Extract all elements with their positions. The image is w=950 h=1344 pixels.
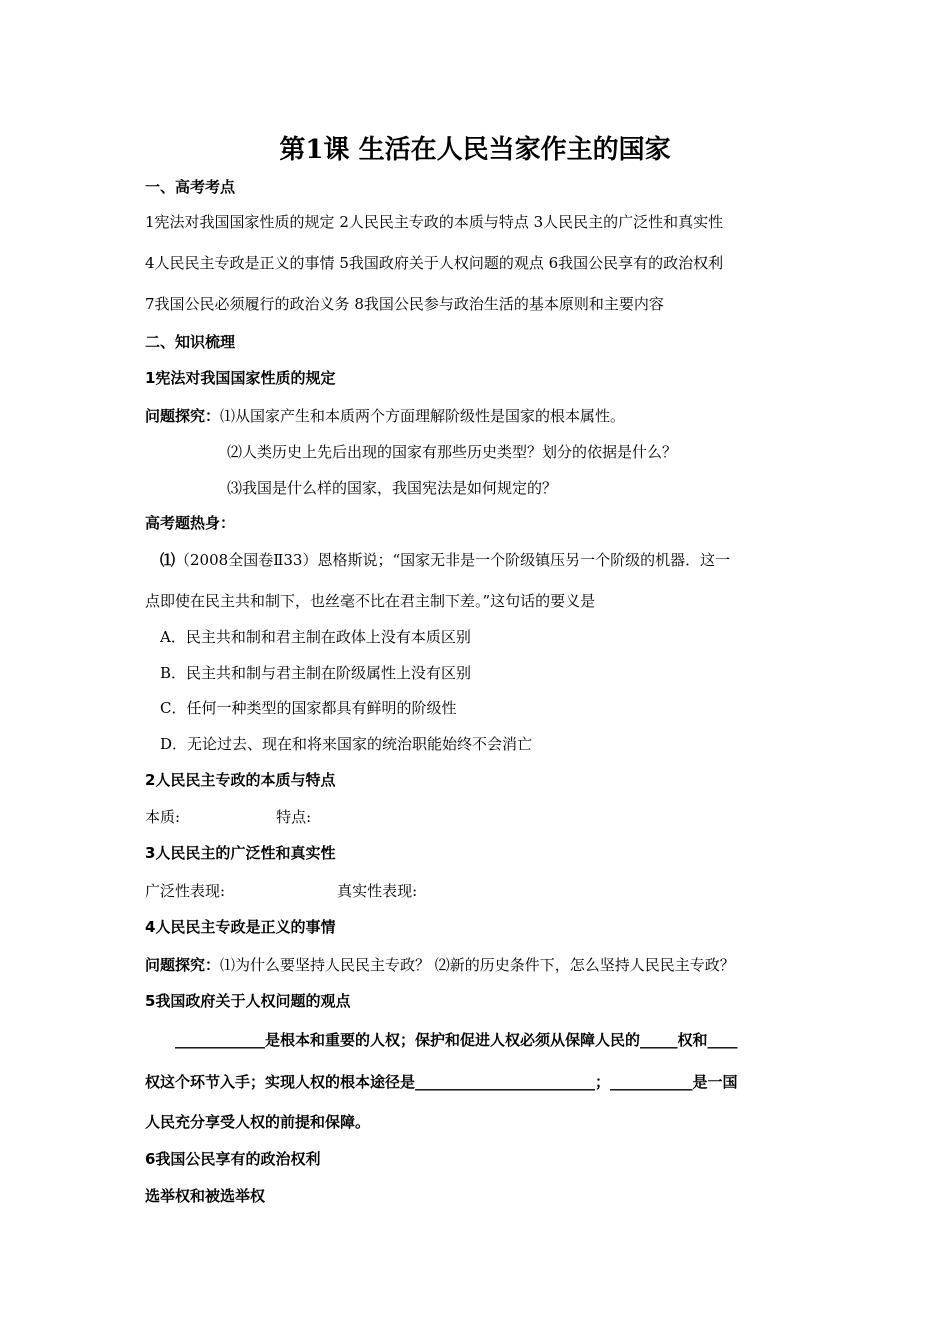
topic-3-heading: 3人民民主的广泛性和真实性	[145, 844, 336, 862]
hot-exam-text-1: （2008全国卷Ⅱ33）恩格斯说；“国家无非是一个阶级镇压另一个阶级的机器．这一	[175, 551, 731, 569]
exam-points-line-3: 7我国公民必须履行的政治义务 8我国公民参与政治生活的基本原则和主要内容	[145, 295, 664, 313]
real-label: 真实性表现:	[337, 882, 418, 900]
explore-label-2: 问题探究：	[145, 956, 221, 974]
feature-label: 特点:	[276, 808, 312, 826]
topic-5-line-3: 人民充分享受人权的前提和保障。	[145, 1113, 371, 1131]
option-d: D．无论过去、现在和将来国家的统治职能始终不会消亡	[160, 735, 533, 753]
topic-2-heading: 2人民民主专政的本质与特点	[145, 771, 336, 789]
topic-6-sub: 选举权和被选举权	[145, 1187, 266, 1205]
topic-5-line-1: ____________是根本和重要的人权；保护和促进人权必须从保障人民的_____权和____	[175, 1031, 738, 1049]
section-heading-knowledge: 二、知识梳理	[145, 333, 236, 351]
topic-5-line-2: 权这个环节入手；实现人权的根本途径是________________________；___________是一国	[145, 1073, 738, 1091]
hot-exam-number: ⑴	[160, 551, 176, 569]
option-c: C．任何一种类型的国家都具有鲜明的阶级性	[160, 699, 457, 717]
hot-exam-label: 高考题热身：	[145, 514, 236, 532]
topic-4-explore	[145, 955, 815, 975]
topic-4-heading: 4人民民主专政是正义的事情	[145, 918, 336, 936]
topic-1-heading: 1宪法对我国国家性质的规定	[145, 369, 336, 387]
option-a: A．民主共和制和君主制在政体上没有本质区别	[160, 628, 471, 646]
option-b: B．民主共和制与君主制在阶级属性上没有区别	[160, 664, 472, 682]
topic-4-questions: ⑴为什么要坚持人民民主专政？ ⑵新的历史条件下，怎么坚持人民民主专政？	[220, 956, 735, 974]
topic-6-heading: 6我国公民享有的政治权利	[145, 1150, 321, 1168]
topic-2-labels	[145, 807, 815, 827]
exam-points-line-2: 4人民民主专政是正义的事情 5我国政府关于人权问题的观点 6我国公民享有的政治权利	[145, 254, 724, 272]
hot-exam-line-1	[160, 550, 820, 570]
explore-question-1: ⑴从国家产生和本质两个方面理解阶级性是国家的根本属性。	[220, 407, 626, 425]
hot-exam-line-2: 点即使在民主共和制下，也丝毫不比在君主制下差。”这句话的要义是	[145, 592, 596, 610]
explore-label: 问题探究：	[145, 407, 221, 425]
topic-5-heading: 5我国政府关于人权问题的观点	[145, 992, 351, 1010]
page-title: 第1课 生活在人民当家作主的国家	[279, 135, 671, 165]
broad-label: 广泛性表现:	[145, 882, 226, 900]
section-heading-exam-points: 一、高考考点	[145, 178, 236, 196]
explore-question-3: ⑶我国是什么样的国家，我国宪法是如何规定的？	[227, 479, 558, 497]
nature-label: 本质:	[145, 808, 181, 826]
topic-1-explore	[145, 406, 815, 426]
explore-question-2: ⑵人类历史上先后出现的国家有那些历史类型？划分的依据是什么？	[227, 443, 678, 461]
topic-3-labels	[145, 881, 815, 901]
exam-points-line-1: 1宪法对我国国家性质的规定 2人民民主专政的本质与特点 3人民民主的广泛性和真实性	[145, 213, 724, 231]
